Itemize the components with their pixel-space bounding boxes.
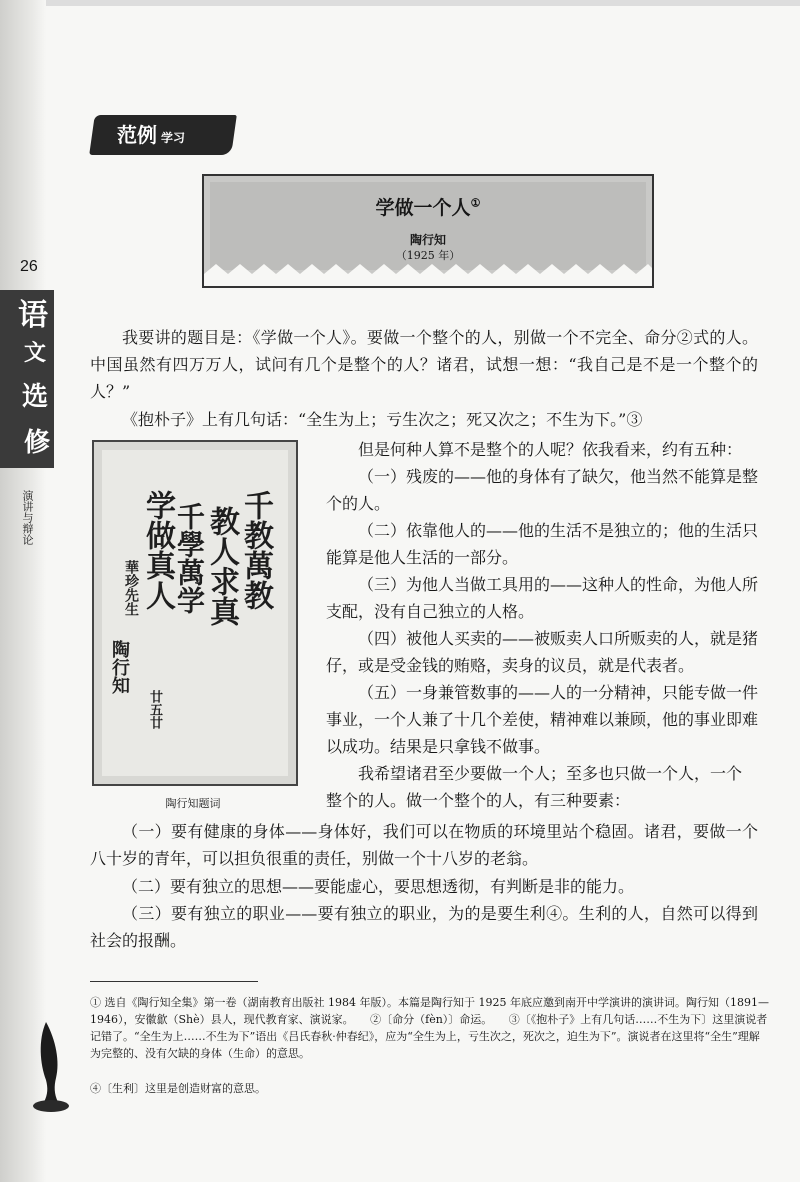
article-year: （1925 年） xyxy=(395,249,461,262)
paragraph: 我要讲的题目是：《学做一个人》。要做一个整个的人，别做一个不完全、命分②式的人。中国虽然有四万万人，试问有几个是整个的人？诸君，试想一想：“我自己是不是一个整个的人？” xyxy=(90,328,758,401)
calligraphy-date: 廿五廿 xyxy=(147,690,162,729)
list-item: （二）要有独立的思想——要能虚心，要思想透彻，有判断是非的能力。 xyxy=(122,877,635,896)
calligraphy-column: 教人求真 xyxy=(204,506,239,626)
list-item: （一）残废的——他的身体有了缺欠，他当然不能算是整个的人。 xyxy=(326,467,759,513)
side-tab-char: 语 xyxy=(18,298,48,333)
calligraphy-column: 千教萬教 xyxy=(238,490,273,610)
footnote: ④〔生利〕这里是创造财富的意思。 xyxy=(90,1082,266,1095)
paragraph: 我希望诸君至少要做一个人；至多也只做一个人，一个 xyxy=(358,764,743,783)
calligraphy-column: 千學萬学 xyxy=(173,502,206,614)
paragraph: 《抱朴子》上有几句话：“全生为上；亏生次之；死又次之；不生为下。”③ xyxy=(122,410,643,429)
footnote: ① 选自《陶行知全集》第一卷（湖南教育出版社 1984 年版）。本篇是陶行知于 1925 年底应邀到南开中学演讲的演讲词。陶行知（1891—1946），安徽歙（Shè）县人，现代教育家、演说家。 ②〔命分（fèn）〕命运。 ③〔《抱朴子》上有几句话……不生为下〕这里演说者记错了。“全生为上……不生为下”语出《吕氏春秋·仲春纪》，应为“全生为上，亏生次之，死次之，迫生为下”。演说者在这里将“全生”理解为完整的、没有欠缺的身体（生命）的意思。 xyxy=(90,996,769,1060)
list-item: （三）为他人当做工具用的——这种人的性命，为他人所支配，没有自己独立的人格。 xyxy=(326,575,759,621)
quill-pen-icon xyxy=(30,1020,72,1116)
title-note: ① xyxy=(470,196,481,210)
zigzag-border xyxy=(204,264,652,286)
calligraphy-image xyxy=(92,440,298,786)
scan-top-edge xyxy=(0,0,800,6)
list-item: （五）一身兼管数事的——人的一分精神，只能专做一件事业，一个人兼了十几个差使，精神难以兼顾，他的事业即难以成功。结果是只拿钱不做事。 xyxy=(326,683,759,756)
paragraph-continuation: 整个的人。做一个整个的人，有三种要素： xyxy=(326,791,631,810)
scan-left-edge xyxy=(0,0,49,1182)
section-banner-text xyxy=(117,119,185,148)
image-caption: 陶行知题词 xyxy=(165,797,221,810)
banner-sub: 学习 xyxy=(161,131,186,145)
footnote-divider xyxy=(90,981,258,982)
side-tab-char: 文 xyxy=(24,340,47,366)
title-box xyxy=(202,174,654,288)
list-item: （四）被他人买卖的——被贩卖人口所贩卖的人，就是猪仔，或是受金钱的贿赂，卖身的议员，就是代表者。 xyxy=(326,629,759,675)
calligraphy-column: 学做真人 xyxy=(140,490,175,610)
banner-main: 范例 xyxy=(117,123,157,147)
paragraph: 但是何种人算不是整个的人呢？依我看来，约有五种： xyxy=(358,440,743,459)
calligraphy-signature: 陶行知 xyxy=(109,640,130,694)
article-title xyxy=(204,193,652,220)
side-tab-char: 选 xyxy=(22,382,49,412)
list-item: （三）要有独立的职业——要有独立的职业，为的是要生利④。生利的人，自然可以得到社会的报酬。 xyxy=(90,904,758,950)
side-tab-subtitle: 演讲与辩论 xyxy=(21,490,34,545)
list-item: （一）要有健康的身体——身体好，我们可以在物质的环境里站个稳固。诸君，要做一个八十岁的青年，可以担负很重的责任，别做一个十八岁的老翁。 xyxy=(90,822,758,868)
side-tab xyxy=(0,290,54,468)
side-tab-char: 修 xyxy=(24,428,51,458)
page-number: 26 xyxy=(20,258,38,275)
list-item: （二）依靠他人的——他的生活不是独立的；他的生活只能算是他人生活的一部分。 xyxy=(326,521,759,567)
calligraphy-paper xyxy=(102,450,288,776)
calligraphy-inscription: 華珍先生 xyxy=(123,560,139,616)
article-author: 陶行知 xyxy=(409,233,446,247)
title-text: 学做一个人 xyxy=(375,197,471,219)
